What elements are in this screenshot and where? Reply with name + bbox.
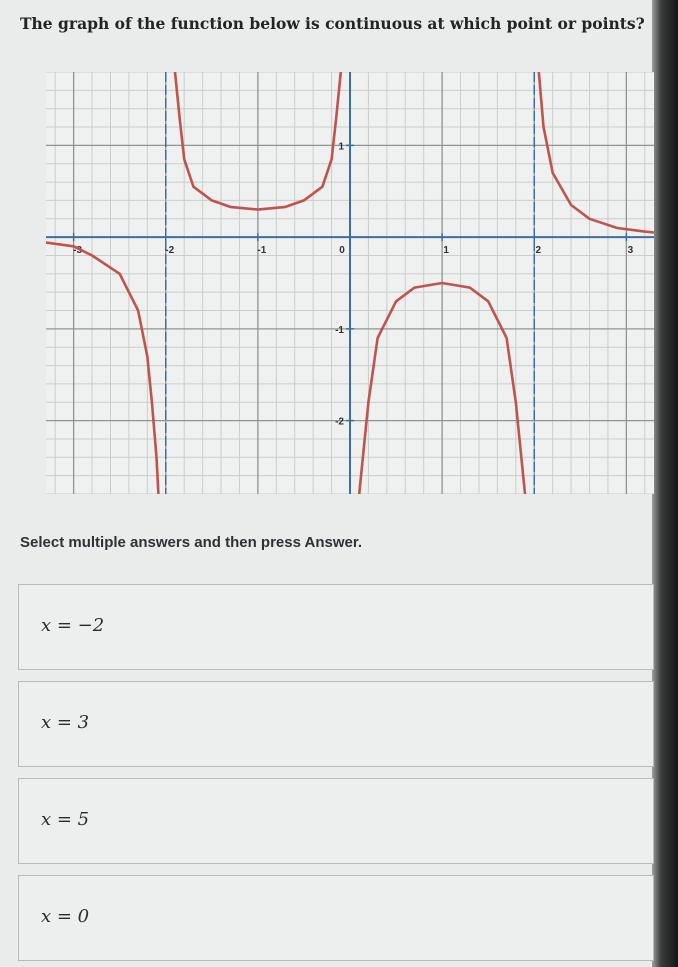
graph-svg: [46, 72, 654, 494]
option-label: x = 3: [41, 712, 90, 733]
x-tick-label: 3: [627, 245, 634, 257]
function-graph: [46, 72, 654, 494]
instruction-text: Select multiple answers and then press Answer.: [20, 534, 363, 551]
x-tick-label: -3: [73, 245, 83, 257]
y-tick-label: 1: [338, 141, 344, 153]
option-label: x = 0: [41, 906, 90, 927]
question-text: The graph of the function below is continuous at which point or points?: [20, 14, 645, 33]
option-x-neg2[interactable]: [18, 584, 654, 670]
x-tick-label: -1: [257, 245, 267, 257]
x-tick-label: 2: [535, 245, 542, 257]
y-tick-label: -1: [335, 324, 344, 336]
option-x-5[interactable]: [18, 778, 654, 864]
option-label: x = 5: [41, 809, 90, 830]
x-tick-label: 0: [339, 245, 345, 257]
option-x-0[interactable]: [18, 875, 654, 961]
y-tick-label: -2: [335, 416, 344, 428]
x-tick-label: 1: [443, 245, 449, 257]
option-label: x = −2: [41, 615, 105, 636]
screen-bezel: [652, 0, 678, 967]
option-x-3[interactable]: [18, 681, 654, 767]
x-tick-label: -2: [165, 245, 175, 257]
